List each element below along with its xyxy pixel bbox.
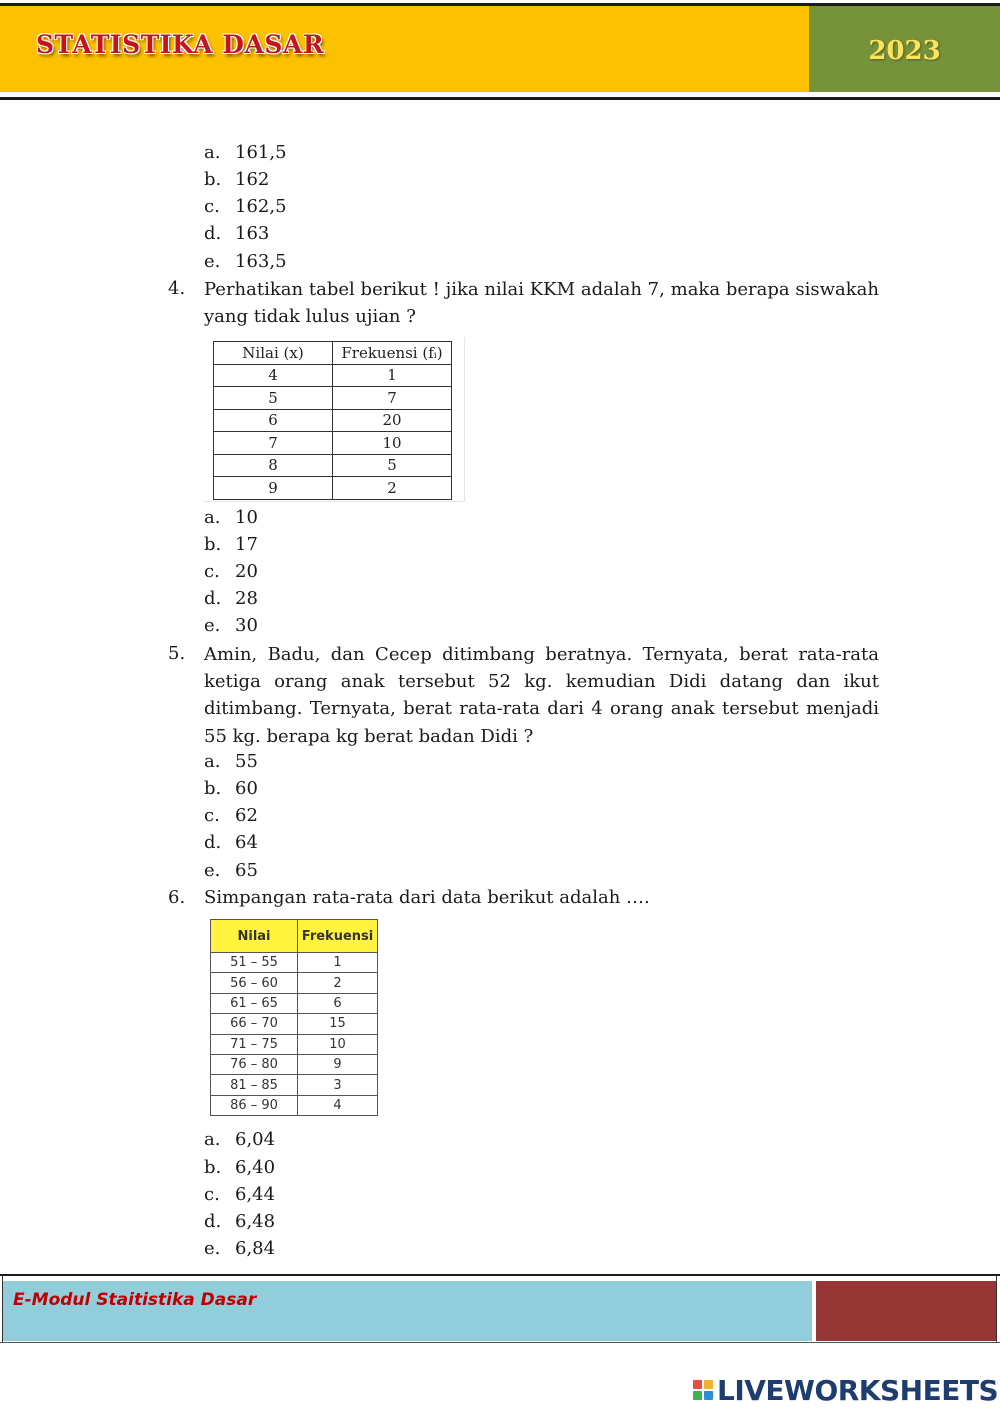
table-cell: 2	[333, 477, 452, 500]
option-letter: e.	[204, 1238, 221, 1259]
grouped-frequency-table-image	[210, 919, 378, 1116]
table-cell: 7	[333, 387, 452, 410]
option-letter: a.	[204, 1129, 221, 1150]
option-text: 62	[235, 805, 258, 826]
table-cell: 61 – 65	[211, 993, 298, 1013]
option-letter: d.	[204, 1211, 222, 1232]
footer-title: E-Modul Staitistika Dasar	[13, 1290, 257, 1310]
question-number: 5.	[168, 643, 186, 664]
table-header-row	[214, 342, 452, 365]
option-text: 60	[235, 778, 258, 799]
option-text: 30	[235, 615, 258, 636]
logo-square	[704, 1391, 713, 1400]
option-text: 20	[235, 561, 258, 582]
table-row	[214, 477, 452, 500]
table-cell: 10	[333, 432, 452, 455]
table-row	[211, 1014, 378, 1034]
table-row	[214, 409, 452, 432]
frequency-table	[213, 341, 452, 500]
question-number: 4.	[168, 278, 186, 299]
table-row	[214, 364, 452, 387]
option-text: 161,5	[235, 142, 287, 163]
option-text: 10	[235, 507, 258, 528]
module-year: 2023	[868, 36, 941, 66]
footer-bottom-rule	[0, 1342, 1000, 1343]
table-cell: 4	[214, 364, 333, 387]
grouped-frequency-table	[210, 919, 378, 1116]
option-text: 55	[235, 751, 258, 772]
table-row	[214, 454, 452, 477]
option-letter: b.	[204, 169, 222, 190]
liveworksheets-logo-icon	[693, 1380, 713, 1400]
footer-top-rule	[0, 1274, 1000, 1276]
question-number: 6.	[168, 887, 186, 908]
footer-accent-band	[816, 1281, 996, 1341]
table-cell: 7	[214, 432, 333, 455]
option-text: 6,48	[235, 1211, 276, 1232]
table-row	[211, 973, 378, 993]
module-title: STATISTIKA DASAR	[36, 30, 325, 59]
column-header: Nilai	[211, 920, 298, 953]
question-text: Perhatikan tabel berikut ! jika nilai KKM adalah 7, maka berapa siswakah yang tidak lulus ujian ?	[204, 279, 879, 328]
option-letter: e.	[204, 615, 221, 636]
table-cell: 66 – 70	[211, 1014, 298, 1034]
table-row	[211, 1054, 378, 1074]
table-cell: 51 – 55	[211, 953, 298, 973]
table-cell: 9	[214, 477, 333, 500]
table-cell: 76 – 80	[211, 1054, 298, 1074]
table-row	[211, 953, 378, 973]
table-header-row	[211, 920, 378, 953]
option-text: 65	[235, 860, 258, 881]
column-header: Nilai (x)	[214, 342, 333, 365]
table-cell: 5	[333, 454, 452, 477]
table-cell: 5	[214, 387, 333, 410]
option-letter: d.	[204, 588, 222, 609]
question-text: Amin, Badu, dan Cecep ditimbang beratnya. Ternyata, berat rata-rata ketiga orang anak tersebut 52 kg. kemudian Didi datang dan ikut ditimbang. Ternyata, berat rata-rata dari 4 orang anak tersebut menjadi 55 kg. berapa kg berat badan Didi ?	[204, 644, 879, 747]
table-row	[211, 1034, 378, 1054]
table-cell: 71 – 75	[211, 1034, 298, 1054]
table-row	[211, 1075, 378, 1095]
logo-square	[704, 1380, 713, 1389]
table-row	[211, 1095, 378, 1115]
option-letter: a.	[204, 751, 221, 772]
header-bottom-rule	[0, 97, 1000, 100]
option-text: 6,44	[235, 1184, 276, 1205]
table-cell: 10	[298, 1034, 378, 1054]
table-cell: 9	[298, 1054, 378, 1074]
table-cell: 20	[333, 409, 452, 432]
question-text: Simpangan rata-rata dari data berikut adalah ….	[204, 887, 650, 908]
option-letter: c.	[204, 1184, 220, 1205]
frequency-table-image	[203, 337, 465, 502]
table-cell: 15	[298, 1014, 378, 1034]
logo-square	[693, 1380, 702, 1389]
option-letter: d.	[204, 223, 222, 244]
table-cell: 86 – 90	[211, 1095, 298, 1115]
option-text: 6,84	[235, 1238, 276, 1259]
logo-square	[693, 1391, 702, 1400]
table-cell: 6	[298, 993, 378, 1013]
table-cell: 1	[333, 364, 452, 387]
table-cell: 1	[298, 953, 378, 973]
liveworksheets-brand[interactable]	[693, 1370, 998, 1410]
table-row	[214, 387, 452, 410]
brand-name: LIVEWORKSHEETS	[717, 1373, 999, 1407]
option-text: 163	[235, 223, 270, 244]
table-cell: 81 – 85	[211, 1075, 298, 1095]
table-cell: 3	[298, 1075, 378, 1095]
option-letter: a.	[204, 142, 221, 163]
table-row	[214, 432, 452, 455]
table-row	[211, 993, 378, 1013]
option-letter: b.	[204, 1157, 222, 1178]
option-letter: e.	[204, 251, 221, 272]
table-cell: 2	[298, 973, 378, 993]
option-text: 28	[235, 588, 258, 609]
page-header	[0, 0, 1000, 104]
option-letter: c.	[204, 805, 220, 826]
option-text: 162	[235, 169, 270, 190]
option-text: 17	[235, 534, 258, 555]
table-cell: 6	[214, 409, 333, 432]
option-letter: c.	[204, 196, 220, 217]
footer-border	[996, 1276, 997, 1343]
option-letter: e.	[204, 860, 221, 881]
option-letter: d.	[204, 832, 222, 853]
column-header: Frekuensi	[298, 920, 378, 953]
option-letter: b.	[204, 778, 222, 799]
option-text: 163,5	[235, 251, 287, 272]
option-text: 6,40	[235, 1157, 276, 1178]
table-cell: 56 – 60	[211, 973, 298, 993]
option-letter: a.	[204, 507, 221, 528]
option-letter: c.	[204, 561, 220, 582]
table-cell: 8	[214, 454, 333, 477]
table-cell: 4	[298, 1095, 378, 1115]
column-header: Frekuensi (fᵢ)	[333, 342, 452, 365]
option-text: 64	[235, 832, 258, 853]
option-text: 6,04	[235, 1129, 276, 1150]
option-text: 162,5	[235, 196, 287, 217]
option-letter: b.	[204, 534, 222, 555]
